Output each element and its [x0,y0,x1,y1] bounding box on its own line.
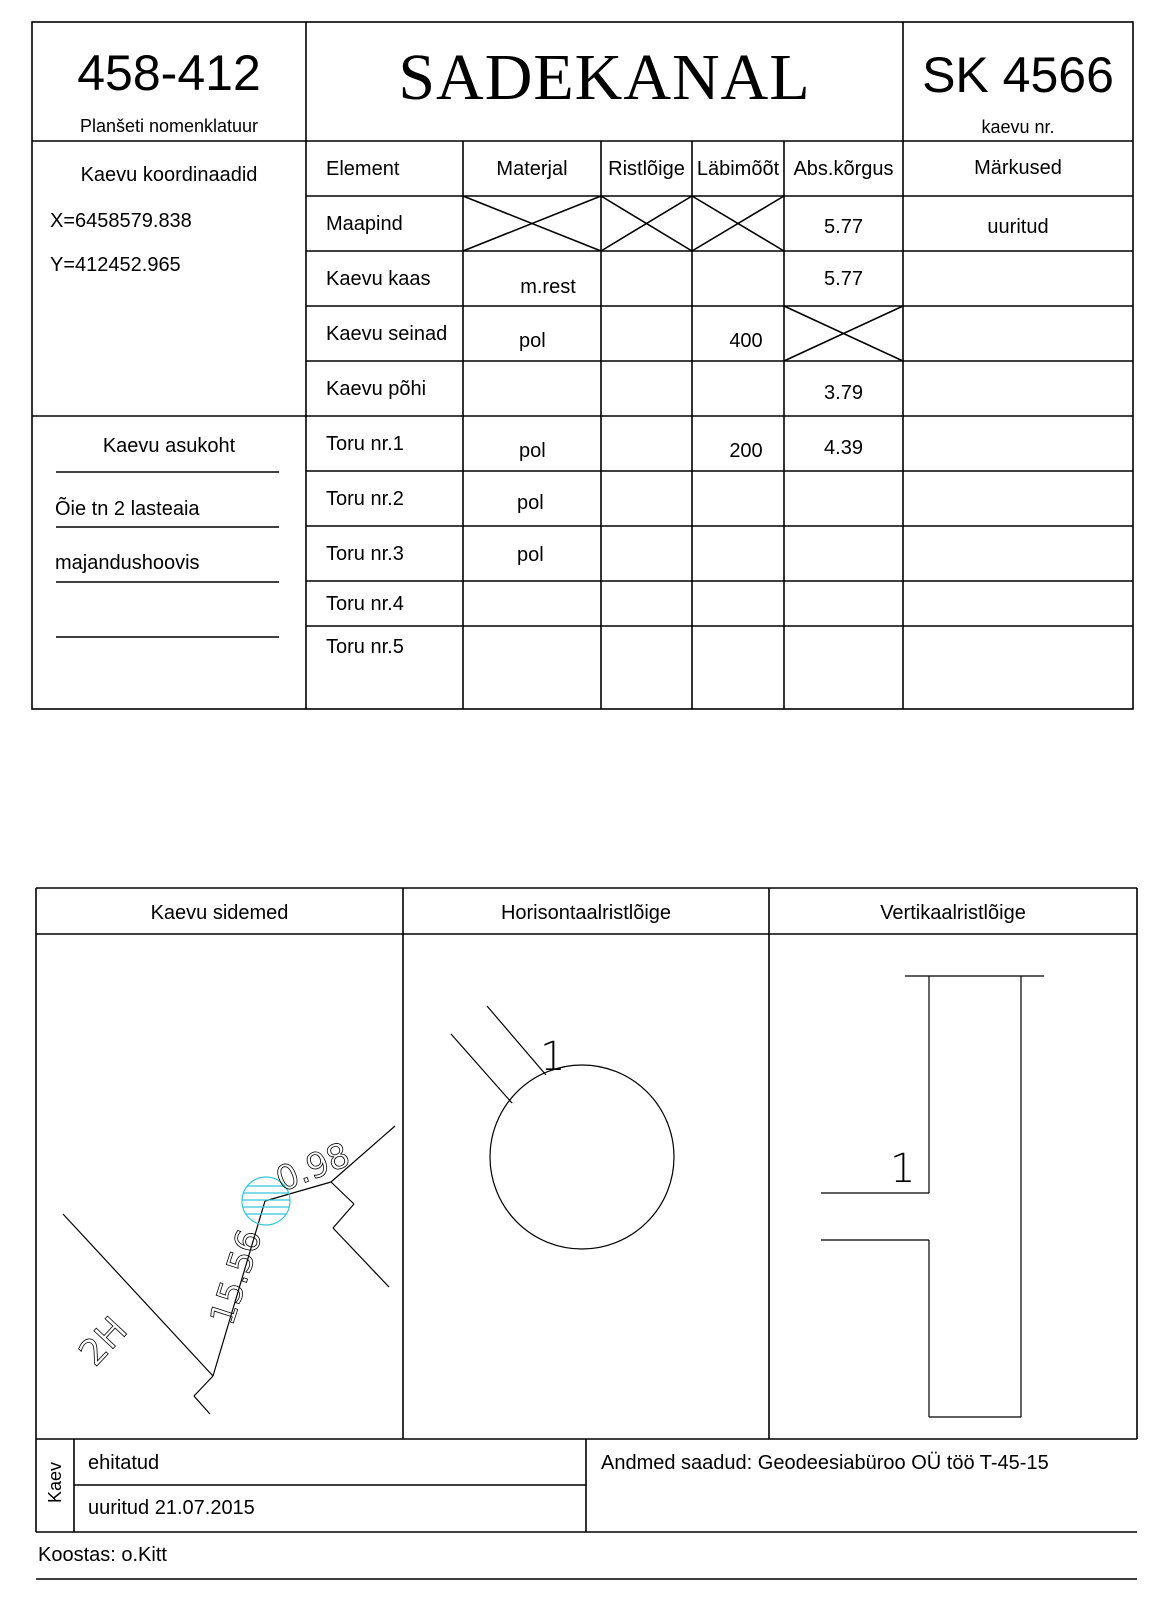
column-header-section: Ristlõige [608,158,685,180]
page-title: SADEKANAL [398,41,811,114]
footer-side-label: Kaev [45,1461,65,1503]
table-row-material: pol [519,330,546,352]
table-row-material: pol [517,492,544,514]
vertical-section-drawing [821,976,1044,1417]
table-row-material: m.rest [520,276,576,298]
table-row-element: Toru nr.5 [326,636,404,658]
table-row-element: Maapind [326,213,403,235]
tie-label-098: 0.98 [270,1134,356,1201]
table-row-element: Toru nr.1 [326,433,404,455]
column-header-diameter: Läbimõõt [696,158,780,180]
ties-heading: Kaevu sidemed [150,902,289,924]
table-row-diameter: 400 [729,330,763,352]
table-row-element: Toru nr.2 [326,488,404,510]
table-row-element: Kaevu põhi [326,378,427,400]
table-row-element: Toru nr.3 [326,543,404,565]
column-header-notes: Märkused [974,157,1062,179]
pipe-label-vertical: 1 [890,1146,916,1192]
table-row-element: Toru nr.4 [326,593,404,615]
pipe-label-horizontal: 1 [540,1034,566,1080]
table-row-element: Kaevu kaas [326,268,431,290]
table-row-notes: uuritud [987,216,1049,238]
column-header-element: Element [326,158,400,180]
location-line-1: Õie tn 2 lasteaia [55,498,200,520]
column-header-elevation: Abs.kõrgus [793,158,894,180]
plan-number: 458-412 [77,45,261,101]
vertical-section-heading: Vertikaalristlõige [880,902,1026,924]
location-line-2: majandushoovis [55,552,200,574]
table-row-elevation: 3.79 [824,382,863,404]
coordinate-x: X=6458579.838 [50,210,192,232]
table-row-elevation: 4.39 [824,437,863,459]
data-source-note: Andmed saadud: Geodeesiabüroo OÜ töö T-45-15 [601,1452,1049,1474]
column-header-material: Materjal [496,158,568,180]
well-caption: kaevu nr. [981,117,1055,137]
well-number: SK 4566 [922,47,1114,103]
table-row-elevation: 5.77 [824,268,863,290]
built-status: ehitatud [88,1452,160,1474]
location-heading: Kaevu asukoht [102,435,236,457]
plan-caption: Planšeti nomenklatuur [79,116,259,136]
table-row-material: pol [519,440,546,462]
table-row-elevation: 5.77 [824,216,863,238]
author-credit: Koostas: o.Kitt [38,1544,167,1566]
tie-label-1556: 15.56 [202,1224,271,1330]
table-row-material: pol [517,544,544,566]
tie-label-2h: 2H [71,1309,136,1375]
surveyed-status: uuritud 21.07.2015 [88,1497,255,1519]
horizontal-section-heading: Horisontaalristlõige [500,902,672,924]
table-row-element: Kaevu seinad [326,323,448,345]
table-row-diameter: 200 [729,440,763,462]
coordinate-y: Y=412452.965 [50,254,181,276]
coordinates-heading: Kaevu koordinaadid [80,164,258,186]
